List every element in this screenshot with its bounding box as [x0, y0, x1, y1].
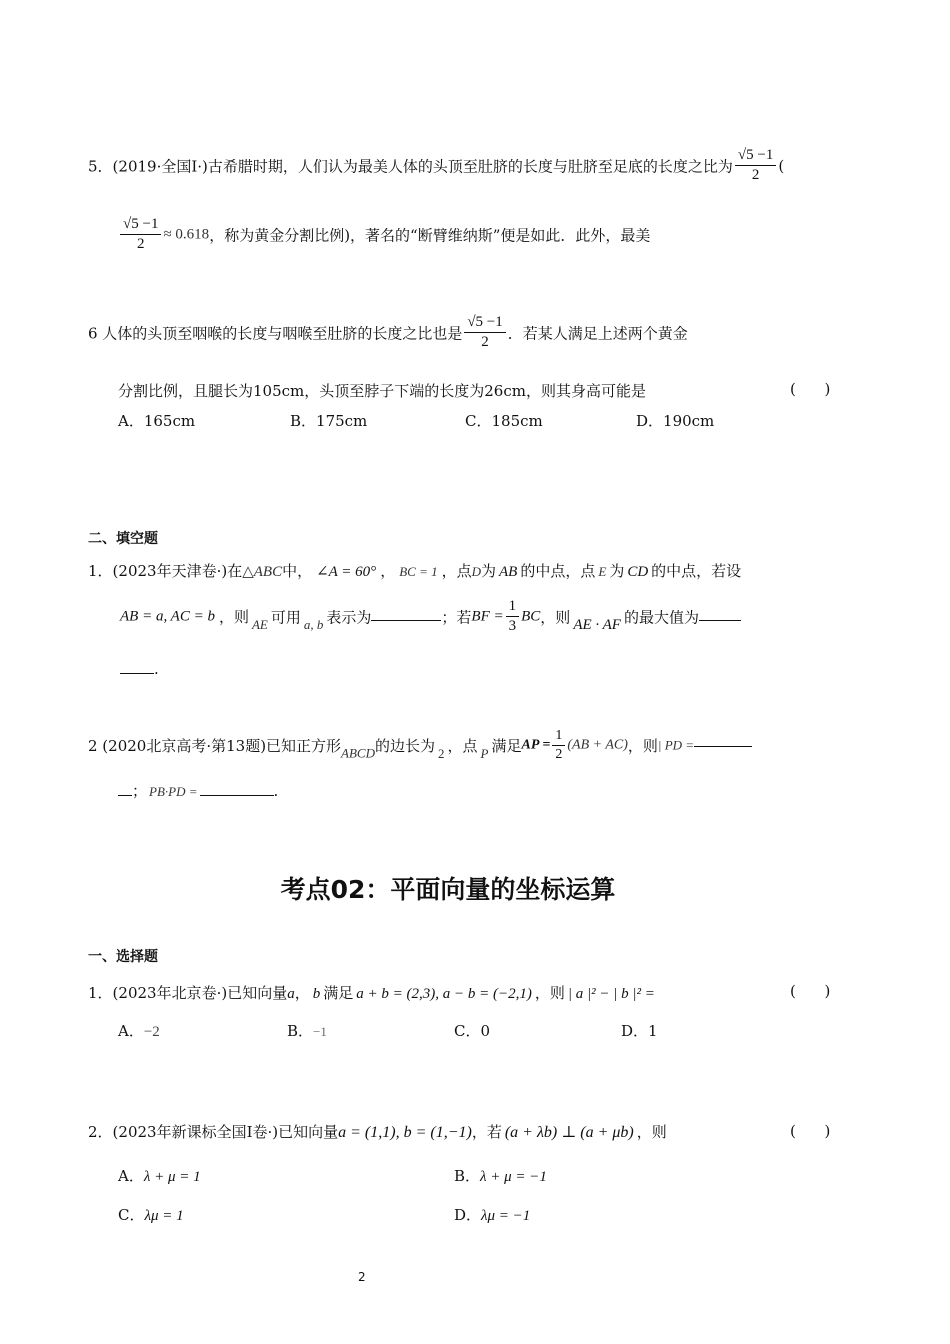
option-label: A．: [118, 1167, 144, 1185]
q5-option-b[interactable]: B．175cm: [290, 412, 368, 430]
point-e: E: [598, 564, 607, 579]
f2-text: ，点: [447, 737, 478, 756]
ap-sum: (AB + AC): [567, 737, 628, 753]
fraction-numerator: 1: [506, 598, 520, 617]
vector-equations: a + b = (2,3), a − b = (−2,1): [356, 986, 532, 1002]
option-value: −1: [313, 1024, 327, 1039]
golden-ratio-fraction-3: [464, 314, 505, 352]
c2-option-b[interactable]: [454, 1165, 547, 1186]
f2-text: 的边长为: [375, 737, 436, 756]
f1-text: .: [154, 660, 159, 678]
option-value: λ + μ = −1: [480, 1169, 547, 1185]
c2-text: ，则: [636, 1123, 667, 1141]
option-value: λμ = −1: [481, 1208, 531, 1224]
point-d: D: [471, 564, 481, 579]
fraction-denominator: 2: [481, 334, 489, 351]
option-label: C．: [118, 1206, 145, 1224]
c1-option-c[interactable]: C．0: [454, 1022, 491, 1040]
f2-text: 2 (2020北京高考·第13题)已知正方形: [88, 737, 342, 756]
f1-text: ，则: [218, 608, 249, 627]
f1-text: 1．(2023年天津卷·)在: [88, 562, 243, 580]
approx-value: ≈ 0.618: [163, 226, 210, 243]
paren-open: (: [778, 156, 785, 175]
one-third-fraction: [506, 598, 520, 636]
ap-expression: AP =: [521, 737, 551, 753]
q5-line2-text: ，称为黄金分割比例)，著名的“断臂维纳斯”便是如此．此外，最美: [209, 226, 651, 245]
q5-line3a: 6 人体的头顶至咽喉的长度与咽喉至肚脐的长度之比也是: [88, 324, 463, 343]
q5-line1: [88, 147, 784, 185]
fraction-denominator: 2: [751, 167, 760, 184]
f1-text: ，点: [441, 562, 472, 580]
option-value: λ + μ = 1: [143, 1169, 201, 1185]
f1-text: ，: [380, 562, 396, 580]
square-abcd: ABCD: [341, 745, 375, 761]
fraction-numerator: √5 −1: [464, 314, 505, 333]
c1-option-b[interactable]: [287, 1020, 327, 1041]
fraction-denominator: 2: [555, 747, 563, 763]
f1-text: 为: [609, 562, 625, 580]
q5-line3b: ．若某人满足上述两个黄金: [507, 324, 688, 343]
vector-a: a: [287, 986, 295, 1002]
f1-text: 中，: [282, 562, 313, 580]
fraction-denominator: 2: [136, 236, 145, 253]
f2-text: 满足: [491, 737, 522, 756]
c1-line1: [88, 982, 655, 1003]
f2-text: .: [273, 782, 279, 800]
f1-line1: [88, 560, 741, 581]
f1-text: 表示为: [326, 608, 372, 627]
option-value: −2: [143, 1024, 160, 1040]
c2-option-a[interactable]: [118, 1165, 201, 1186]
vector-ae: AE: [251, 616, 268, 632]
f1-text: 的中点，若设: [651, 562, 742, 580]
f1-text: ；若: [441, 608, 472, 627]
f2-line1: [88, 728, 752, 763]
f1-text: 的中点，点: [520, 562, 596, 580]
f1-line3: [120, 660, 159, 678]
fraction-numerator: 1: [552, 728, 565, 746]
q5-line2: [118, 216, 650, 254]
c2-option-d[interactable]: [454, 1204, 530, 1225]
fraction-denominator: 3: [508, 618, 517, 635]
answer-blank-2-cont[interactable]: [120, 672, 154, 674]
f1-text: 的最大值为: [623, 608, 699, 627]
section-heading-choice: 一、选择题: [88, 949, 158, 965]
answer-blank-4[interactable]: [200, 794, 274, 796]
point-p: P: [480, 745, 489, 761]
q5-option-c[interactable]: C．185cm: [465, 412, 543, 430]
c1-option-a[interactable]: [118, 1020, 160, 1041]
f1-text: 可用: [270, 608, 301, 627]
c2-text: 2．(2023年新课标全国Ⅰ卷·)已知向量: [88, 1123, 339, 1141]
f1-text: 为: [481, 562, 497, 580]
answer-blank-1[interactable]: [371, 619, 441, 621]
q5-option-d[interactable]: D．190cm: [636, 412, 715, 430]
fraction-numerator: √5 −1: [735, 147, 776, 166]
option-label: B．: [454, 1167, 481, 1185]
triangle-abc: △ABC: [242, 564, 283, 580]
c1-text: ，则: [534, 984, 565, 1002]
dot-product-pb-pd: PB·PD =: [149, 784, 198, 799]
pd-magnitude: | PD =: [657, 737, 695, 753]
section-heading-fill: 二、填空题: [88, 531, 158, 547]
c1-text: 1．(2023年北京卷·)已知向量: [88, 984, 288, 1002]
angle-a: ∠A = 60°: [316, 564, 377, 580]
f1-text: ，则: [540, 608, 571, 627]
q5-answer-bracket: ( ): [790, 380, 831, 398]
c2-line1: [88, 1121, 667, 1142]
option-label: A．: [118, 1022, 144, 1040]
c1-answer-bracket: ( ): [790, 982, 831, 1000]
option-label: B．: [287, 1022, 314, 1040]
golden-ratio-fraction-2: [120, 216, 161, 254]
golden-ratio-fraction: [735, 147, 776, 185]
vectors-a-b: a, b: [303, 616, 324, 632]
bf-expression: BF =: [471, 608, 504, 625]
page-number: 2: [358, 1270, 366, 1284]
c2-text: ，若: [471, 1123, 502, 1141]
f2-text: ；: [132, 782, 148, 800]
answer-blank-3[interactable]: [694, 745, 752, 747]
magnitude-difference: | a |² − | b |² =: [567, 986, 655, 1002]
vector-bc: BC: [521, 608, 541, 625]
side-length: 2: [438, 745, 445, 761]
topic-title: 考点02：平面向量的坐标运算: [280, 875, 616, 904]
vector-definitions: a = (1,1), b = (1,−1): [338, 1124, 472, 1141]
fraction-numerator: √5 −1: [120, 216, 161, 235]
option-label: D．: [454, 1206, 482, 1224]
q5-line4: 分割比例，且腿长为105cm，头顶至脖子下端的长度为26cm，则其身高可能是: [118, 382, 646, 400]
q5-line3: [88, 314, 688, 352]
segment-ab: AB: [499, 564, 518, 580]
one-half-fraction: [552, 728, 565, 763]
c2-answer-bracket: ( ): [790, 1122, 831, 1140]
answer-blank-3-cont[interactable]: [118, 794, 132, 796]
dot-product-ae-af: AE · AF: [573, 616, 621, 633]
vector-definition: AB = a, AC = b: [120, 608, 215, 625]
segment-cd: CD: [627, 564, 649, 580]
c2-option-c[interactable]: [118, 1204, 184, 1225]
f2-text: ，则: [627, 737, 658, 756]
q5-intro: 5．(2019·全国Ⅰ·)古希腊时期，人们认为最美人体的头顶至肚脐的长度与肚脐至足底的长度之比为: [88, 157, 733, 176]
c1-text: 满足: [323, 984, 354, 1002]
vector-b: b: [312, 986, 321, 1002]
c1-option-d[interactable]: D．1: [621, 1022, 658, 1040]
segment-bc: BC = 1: [399, 564, 438, 579]
q5-option-a[interactable]: A．165cm: [118, 412, 196, 430]
c1-text: ，: [294, 984, 310, 1002]
answer-blank-2[interactable]: [699, 619, 741, 621]
perpendicular-condition: (a + λb) ⊥ (a + μb): [504, 1124, 634, 1141]
f1-line2: [120, 598, 741, 636]
f2-line2: [118, 780, 278, 801]
option-value: λμ = 1: [144, 1208, 184, 1224]
